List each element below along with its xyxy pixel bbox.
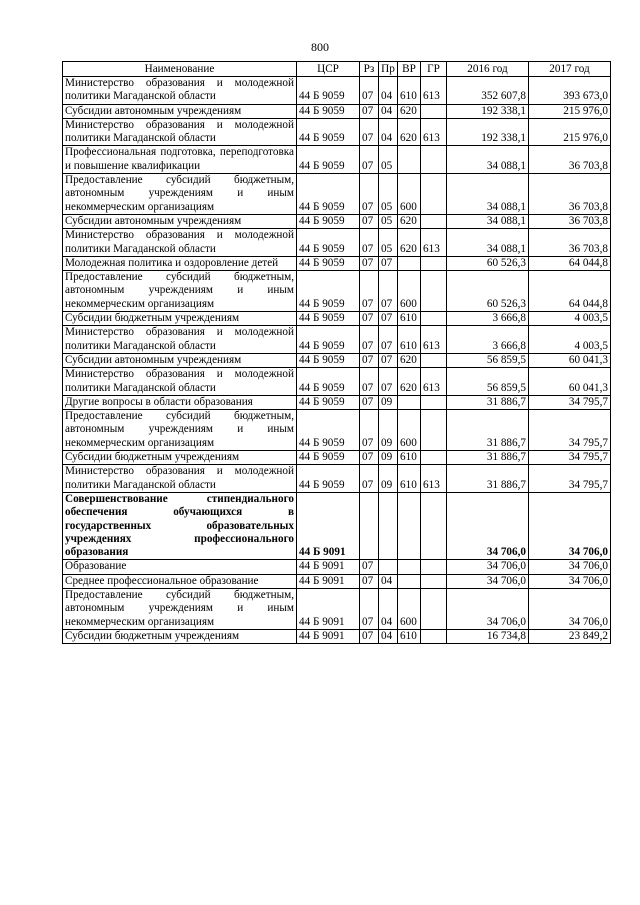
name-cell: Предоставление субсидий бюджетным, автономным учреждениям и иным некоммерческим организациям	[63, 588, 297, 629]
table-row	[63, 229, 611, 257]
vr-cell: 620	[398, 353, 421, 367]
csr-cell: 44 Б 9059	[297, 118, 360, 146]
table-row	[63, 629, 611, 643]
table-row	[63, 77, 611, 105]
csr-cell: 44 Б 9091	[297, 574, 360, 588]
amount-2017-cell: 34 795,7	[529, 395, 611, 409]
csr-cell: 44 Б 9059	[297, 326, 360, 354]
name-cell: Министерство образования и молодежной политики Магаданской области	[63, 368, 297, 396]
gr-cell	[421, 410, 447, 451]
rz-cell: 07	[360, 77, 379, 105]
amount-2016-cell: 3 666,8	[447, 312, 529, 326]
csr-cell: 44 Б 9059	[297, 229, 360, 257]
rz-cell: 07	[360, 229, 379, 257]
name-cell: Министерство образования и молодежной политики Магаданской области	[63, 326, 297, 354]
gr-cell: 613	[421, 465, 447, 493]
table-row	[63, 451, 611, 465]
pr-cell: 09	[379, 451, 398, 465]
name-cell: Среднее профессиональное образование	[63, 574, 297, 588]
rz-cell: 07	[360, 410, 379, 451]
gr-cell	[421, 395, 447, 409]
amount-2016-cell: 31 886,7	[447, 451, 529, 465]
rz-cell: 07	[360, 451, 379, 465]
pr-cell: 07	[379, 256, 398, 270]
vr-cell: 620	[398, 368, 421, 396]
name-cell: Предоставление субсидий бюджетным, автономным учреждениям и иным некоммерческим организациям	[63, 410, 297, 451]
header-vr: ВР	[398, 62, 421, 77]
pr-cell: 05	[379, 174, 398, 215]
csr-cell: 44 Б 9059	[297, 174, 360, 215]
amount-2017-cell: 23 849,2	[529, 629, 611, 643]
table-row	[63, 410, 611, 451]
rz-cell: 07	[360, 560, 379, 574]
amount-2016-cell: 3 666,8	[447, 326, 529, 354]
amount-2016-cell: 352 607,8	[447, 77, 529, 105]
table-row	[63, 271, 611, 312]
name-cell: Субсидии бюджетным учреждениям	[63, 629, 297, 643]
amount-2016-cell: 60 526,3	[447, 256, 529, 270]
pr-cell: 07	[379, 326, 398, 354]
gr-cell: 613	[421, 368, 447, 396]
gr-cell: 613	[421, 326, 447, 354]
csr-cell: 44 Б 9059	[297, 146, 360, 174]
pr-cell: 04	[379, 588, 398, 629]
table-row	[63, 492, 611, 559]
table-row	[63, 146, 611, 174]
table-row	[63, 174, 611, 215]
pr-cell: 07	[379, 368, 398, 396]
name-cell: Министерство образования и молодежной политики Магаданской области	[63, 77, 297, 105]
table-row	[63, 574, 611, 588]
gr-cell	[421, 353, 447, 367]
rz-cell: 07	[360, 588, 379, 629]
amount-2017-cell: 64 044,8	[529, 271, 611, 312]
name-cell: Субсидии автономным учреждениям	[63, 353, 297, 367]
vr-cell	[398, 395, 421, 409]
pr-cell: 04	[379, 629, 398, 643]
rz-cell: 07	[360, 174, 379, 215]
amount-2016-cell: 56 859,5	[447, 353, 529, 367]
vr-cell: 600	[398, 174, 421, 215]
amount-2017-cell: 36 703,8	[529, 146, 611, 174]
gr-cell	[421, 492, 447, 559]
table-row	[63, 214, 611, 228]
pr-cell: 09	[379, 395, 398, 409]
rz-cell: 07	[360, 368, 379, 396]
rz-cell: 07	[360, 256, 379, 270]
csr-cell: 44 Б 9091	[297, 629, 360, 643]
gr-cell	[421, 104, 447, 118]
csr-cell: 44 Б 9059	[297, 271, 360, 312]
csr-cell: 44 Б 9091	[297, 588, 360, 629]
vr-cell: 620	[398, 214, 421, 228]
csr-cell: 44 Б 9059	[297, 465, 360, 493]
csr-cell: 44 Б 9059	[297, 214, 360, 228]
header-csr: ЦСР	[297, 62, 360, 77]
table-row	[63, 368, 611, 396]
name-cell: Субсидии автономным учреждениям	[63, 214, 297, 228]
table-row	[63, 118, 611, 146]
vr-cell	[398, 146, 421, 174]
pr-cell	[379, 560, 398, 574]
pr-cell: 05	[379, 229, 398, 257]
pr-cell: 09	[379, 465, 398, 493]
pr-cell: 04	[379, 574, 398, 588]
gr-cell	[421, 312, 447, 326]
vr-cell: 610	[398, 629, 421, 643]
vr-cell: 600	[398, 271, 421, 312]
vr-cell: 610	[398, 77, 421, 105]
amount-2016-cell: 34 706,0	[447, 588, 529, 629]
amount-2017-cell: 34 706,0	[529, 574, 611, 588]
table-row	[63, 465, 611, 493]
amount-2016-cell: 34 706,0	[447, 574, 529, 588]
amount-2016-cell: 192 338,1	[447, 104, 529, 118]
header-gr: ГР	[421, 62, 447, 77]
amount-2017-cell: 393 673,0	[529, 77, 611, 105]
gr-cell	[421, 271, 447, 312]
rz-cell: 07	[360, 353, 379, 367]
gr-cell	[421, 146, 447, 174]
amount-2017-cell: 34 795,7	[529, 451, 611, 465]
table-body	[63, 77, 611, 644]
amount-2016-cell: 34 706,0	[447, 560, 529, 574]
pr-cell: 04	[379, 77, 398, 105]
csr-cell: 44 Б 9059	[297, 77, 360, 105]
rz-cell: 07	[360, 326, 379, 354]
header-row	[63, 62, 611, 77]
amount-2016-cell: 31 886,7	[447, 395, 529, 409]
vr-cell: 610	[398, 326, 421, 354]
amount-2017-cell: 36 703,8	[529, 229, 611, 257]
rz-cell: 07	[360, 104, 379, 118]
amount-2016-cell: 16 734,8	[447, 629, 529, 643]
name-cell: Субсидии бюджетным учреждениям	[63, 312, 297, 326]
table-row	[63, 560, 611, 574]
amount-2017-cell: 36 703,8	[529, 214, 611, 228]
name-cell: Министерство образования и молодежной политики Магаданской области	[63, 465, 297, 493]
header-pr: Пр	[379, 62, 398, 77]
name-cell: Министерство образования и молодежной политики Магаданской области	[63, 229, 297, 257]
header-name: Наименование	[63, 62, 297, 77]
amount-2017-cell: 4 003,5	[529, 312, 611, 326]
amount-2016-cell: 31 886,7	[447, 410, 529, 451]
amount-2017-cell: 34 706,0	[529, 560, 611, 574]
gr-cell	[421, 588, 447, 629]
amount-2016-cell: 34 706,0	[447, 492, 529, 559]
name-cell: Субсидии бюджетным учреждениям	[63, 451, 297, 465]
gr-cell	[421, 256, 447, 270]
amount-2017-cell: 60 041,3	[529, 353, 611, 367]
vr-cell: 600	[398, 588, 421, 629]
amount-2016-cell: 34 088,1	[447, 146, 529, 174]
rz-cell: 07	[360, 395, 379, 409]
pr-cell: 07	[379, 271, 398, 312]
csr-cell: 44 Б 9059	[297, 104, 360, 118]
amount-2017-cell: 215 976,0	[529, 104, 611, 118]
csr-cell: 44 Б 9059	[297, 410, 360, 451]
pr-cell: 05	[379, 146, 398, 174]
rz-cell: 07	[360, 214, 379, 228]
table-row	[63, 588, 611, 629]
gr-cell: 613	[421, 77, 447, 105]
csr-cell: 44 Б 9059	[297, 451, 360, 465]
vr-cell	[398, 574, 421, 588]
name-cell: Молодежная политика и оздоровление детей	[63, 256, 297, 270]
amount-2017-cell: 34 706,0	[529, 492, 611, 559]
vr-cell: 600	[398, 410, 421, 451]
rz-cell: 07	[360, 118, 379, 146]
amount-2017-cell: 36 703,8	[529, 174, 611, 215]
name-cell: Предоставление субсидий бюджетным, автономным учреждениям и иным некоммерческим организациям	[63, 271, 297, 312]
header-rz: Рз	[360, 62, 379, 77]
amount-2017-cell: 4 003,5	[529, 326, 611, 354]
pr-cell: 05	[379, 214, 398, 228]
gr-cell: 613	[421, 229, 447, 257]
vr-cell: 620	[398, 118, 421, 146]
budget-table	[62, 61, 611, 644]
amount-2016-cell: 56 859,5	[447, 368, 529, 396]
vr-cell: 620	[398, 104, 421, 118]
name-cell: Предоставление субсидий бюджетным, автономным учреждениям и иным некоммерческим организациям	[63, 174, 297, 215]
pr-cell: 09	[379, 410, 398, 451]
rz-cell	[360, 492, 379, 559]
csr-cell: 44 Б 9059	[297, 312, 360, 326]
gr-cell	[421, 451, 447, 465]
gr-cell	[421, 629, 447, 643]
pr-cell	[379, 492, 398, 559]
csr-cell: 44 Б 9091	[297, 560, 360, 574]
amount-2016-cell: 34 088,1	[447, 229, 529, 257]
csr-cell: 44 Б 9059	[297, 368, 360, 396]
rz-cell: 07	[360, 629, 379, 643]
amount-2017-cell: 64 044,8	[529, 256, 611, 270]
pr-cell: 04	[379, 118, 398, 146]
header-2016: 2016 год	[447, 62, 529, 77]
vr-cell: 610	[398, 465, 421, 493]
vr-cell: 610	[398, 312, 421, 326]
gr-cell	[421, 560, 447, 574]
name-cell: Совершенствование стипендиального обеспечения обучающихся в государственных образовательных учреждениях профессионального образования	[63, 492, 297, 559]
name-cell: Министерство образования и молодежной политики Магаданской области	[63, 118, 297, 146]
amount-2017-cell: 34 795,7	[529, 410, 611, 451]
name-cell: Субсидии автономным учреждениям	[63, 104, 297, 118]
rz-cell: 07	[360, 465, 379, 493]
pr-cell: 07	[379, 312, 398, 326]
vr-cell: 610	[398, 451, 421, 465]
header-2017: 2017 год	[529, 62, 611, 77]
table-row	[63, 312, 611, 326]
amount-2016-cell: 34 088,1	[447, 174, 529, 215]
amount-2016-cell: 34 088,1	[447, 214, 529, 228]
vr-cell	[398, 256, 421, 270]
name-cell: Образование	[63, 560, 297, 574]
pr-cell: 04	[379, 104, 398, 118]
amount-2017-cell: 34 706,0	[529, 588, 611, 629]
rz-cell: 07	[360, 312, 379, 326]
table-row	[63, 395, 611, 409]
gr-cell	[421, 574, 447, 588]
name-cell: Профессиональная подготовка, переподготовка и повышение квалификации	[63, 146, 297, 174]
vr-cell: 620	[398, 229, 421, 257]
csr-cell: 44 Б 9059	[297, 256, 360, 270]
amount-2016-cell: 192 338,1	[447, 118, 529, 146]
amount-2017-cell: 60 041,3	[529, 368, 611, 396]
table-row	[63, 104, 611, 118]
rz-cell: 07	[360, 574, 379, 588]
table-row	[63, 353, 611, 367]
vr-cell	[398, 492, 421, 559]
page-number: 800	[311, 40, 329, 54]
table-row	[63, 256, 611, 270]
name-cell: Другие вопросы в области образования	[63, 395, 297, 409]
csr-cell: 44 Б 9059	[297, 395, 360, 409]
rz-cell: 07	[360, 271, 379, 312]
gr-cell	[421, 214, 447, 228]
amount-2017-cell: 215 976,0	[529, 118, 611, 146]
csr-cell: 44 Б 9091	[297, 492, 360, 559]
amount-2016-cell: 31 886,7	[447, 465, 529, 493]
gr-cell	[421, 174, 447, 215]
rz-cell: 07	[360, 146, 379, 174]
amount-2017-cell: 34 795,7	[529, 465, 611, 493]
table-row	[63, 326, 611, 354]
vr-cell	[398, 560, 421, 574]
pr-cell: 07	[379, 353, 398, 367]
gr-cell: 613	[421, 118, 447, 146]
csr-cell: 44 Б 9059	[297, 353, 360, 367]
amount-2016-cell: 60 526,3	[447, 271, 529, 312]
